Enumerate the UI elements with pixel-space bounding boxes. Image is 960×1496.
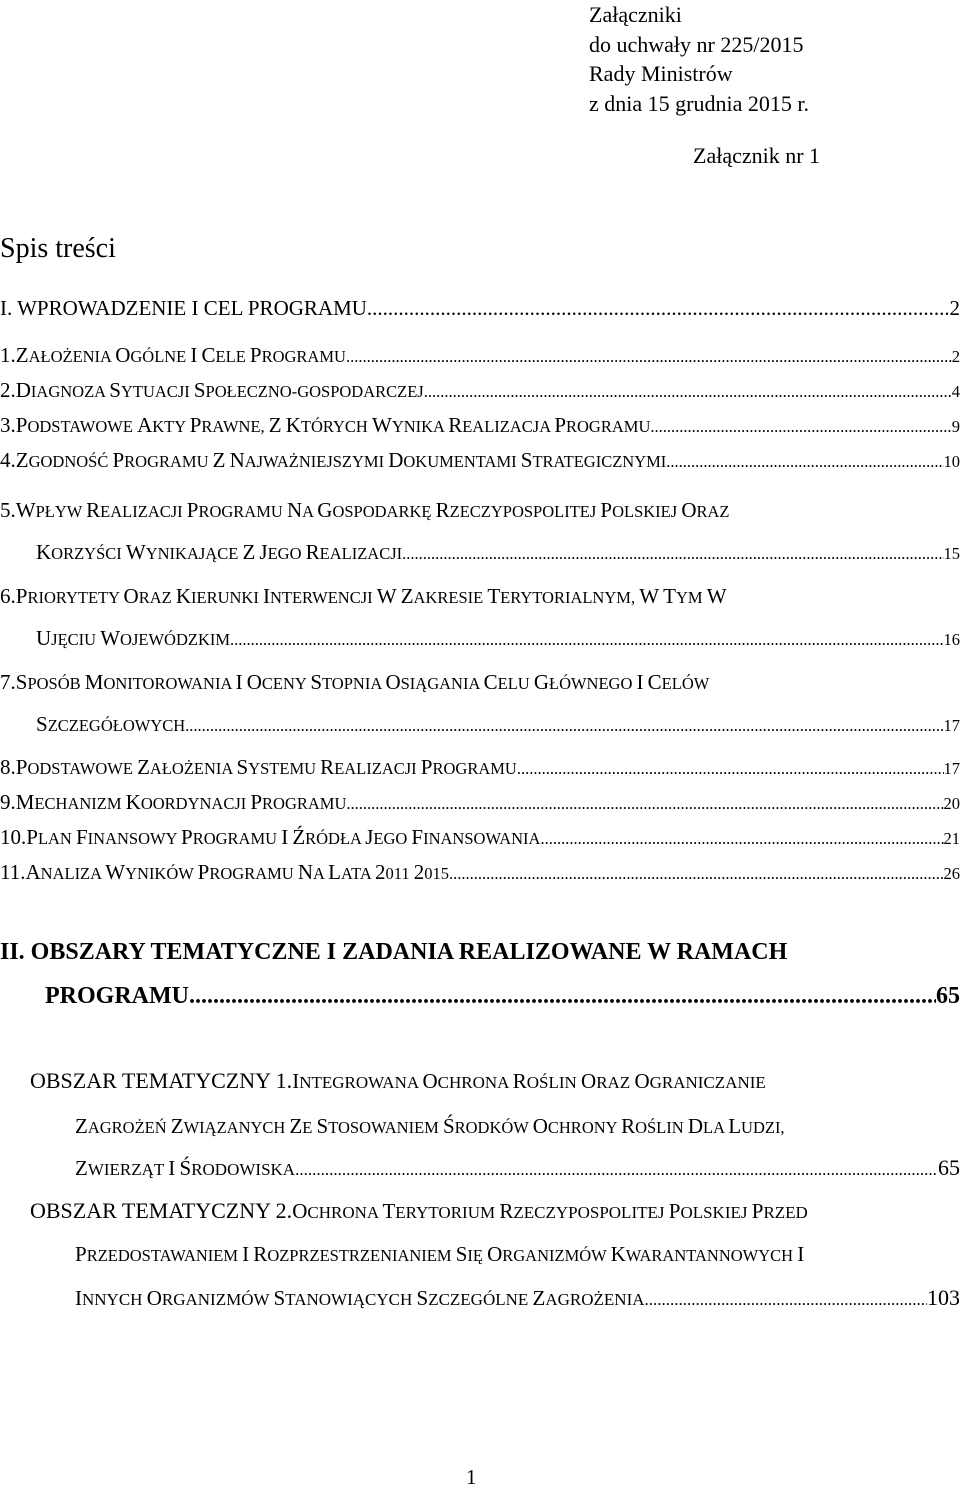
toc-entry-text: I. WPROWADZENIE I CEL PROGRAMU xyxy=(0,296,367,320)
document-header xyxy=(589,0,809,118)
toc-entry-text: SPOSÓB MONITOROWANIA I OCENY STOPNIA OSIĄGANIA CELU GŁÓWNEGO I CELÓW xyxy=(15,670,710,694)
toc-entry-text: PODSTAWOWE AKTY PRAWNE, Z KTÓRYCH WYNIKA REALIZACJA PROGRAMU xyxy=(15,413,651,437)
toc-entry-text: PROGRAMU xyxy=(45,983,189,1009)
toc-entry-item-11[interactable] xyxy=(0,856,960,888)
toc-entry-item-9[interactable] xyxy=(0,786,960,818)
toc-entry-page: 21 xyxy=(943,829,960,848)
toc-entry-number: 6. xyxy=(0,584,16,608)
toc-leader-dots xyxy=(189,980,936,1012)
toc-entry-lead: OBSZAR TEMATYCZNY 1. xyxy=(30,1068,293,1093)
toc-leader-dots xyxy=(230,624,943,656)
toc-entry-text: WPŁYW REALIZACJI PROGRAMU NA GOSPODARKĘ RZECZYPOSPOLITEJ POLSKIEJ ORAZ xyxy=(15,498,730,522)
toc-leader-dots xyxy=(367,292,950,324)
toc-leader-dots xyxy=(449,858,944,890)
toc-leader-dots xyxy=(402,538,943,570)
toc-entry-item-7[interactable] xyxy=(0,666,960,698)
toc-entry-number: 1. xyxy=(0,343,16,367)
toc-entry-text: II. OBSZARY TEMATYCZNE I ZADANIA REALIZOWANE W RAMACH xyxy=(0,939,788,965)
toc-leader-dots xyxy=(666,446,943,478)
toc-entry-number: 10. xyxy=(0,825,27,849)
toc-leader-dots xyxy=(185,710,943,742)
toc-entry-text: UJĘCIU WOJEWÓDZKIM xyxy=(36,626,231,650)
toc-entry-number: 8. xyxy=(0,755,16,779)
toc-entry-number: 2. xyxy=(0,378,16,402)
toc-entry-item-8[interactable] xyxy=(0,751,960,783)
toc-entry-page: 2 xyxy=(951,347,960,366)
toc-entry-item-3[interactable] xyxy=(0,409,960,441)
toc-entry-text: ZAŁOŻENIA OGÓLNE I CELE PROGRAMU xyxy=(15,343,346,367)
toc-entry-page: 65 xyxy=(936,983,960,1009)
toc-entry-number: 9. xyxy=(0,790,16,814)
toc-entry-number: 5. xyxy=(0,498,16,522)
toc-entry-text: DIAGNOZA SYTUACJI SPOŁECZNO-GOSPODARCZEJ xyxy=(15,378,424,402)
toc-leader-dots xyxy=(650,411,951,443)
toc-entry-obszar2-line1[interactable] xyxy=(30,1195,960,1227)
toc-leader-dots xyxy=(346,788,943,820)
toc-entry-page: 103 xyxy=(927,1285,960,1310)
toc-entry-item-4[interactable] xyxy=(0,444,960,476)
toc-entry-page: 20 xyxy=(943,794,960,813)
toc-leader-dots xyxy=(540,823,943,855)
toc-entry-text: ZGODNOŚĆ PROGRAMU Z NAJWAŻNIEJSZYMI DOKUMENTAMI STRATEGICZNYMI xyxy=(15,448,667,472)
toc-entry-obszar1-line2: ZAGROŻEŃ ZWIĄZANYCH ZE STOSOWANIEM ŚRODKÓW OCHRONY ROŚLIN DLA LUDZI, xyxy=(75,1114,785,1138)
toc-entry-page: 17 xyxy=(943,759,960,778)
header-line-resolution: do uchwały nr 225/2015 xyxy=(589,31,804,57)
toc-entry-text: INNYCH ORGANIZMÓW STANOWIĄCYCH SZCZEGÓLNE ZAGROŻENIA xyxy=(75,1286,645,1310)
toc-entry-item-1[interactable] xyxy=(0,339,960,371)
toc-entry-page: 2 xyxy=(949,296,960,320)
header-line-date: z dnia 15 grudnia 2015 r. xyxy=(589,90,809,116)
toc-entry-part2-line1[interactable] xyxy=(0,936,960,968)
toc-entry-page: 15 xyxy=(943,544,960,563)
header-line-council: Rady Ministrów xyxy=(589,61,733,86)
toc-entry-page: 4 xyxy=(951,382,960,401)
annex-number: Załącznik nr 1 xyxy=(693,143,821,168)
toc-entry-number: 11. xyxy=(0,860,26,884)
toc-entry-number: 3. xyxy=(0,413,16,437)
toc-leader-dots xyxy=(295,1154,938,1186)
toc-entry-obszar1-line3[interactable] xyxy=(75,1152,960,1184)
toc-entry-item-2[interactable] xyxy=(0,374,960,406)
toc-entry-page: 65 xyxy=(938,1155,960,1180)
header-line-attachments: Załączniki xyxy=(589,2,682,27)
toc-entry-item-10[interactable] xyxy=(0,821,960,853)
toc-entry-text: INTEGROWANA OCHRONA ROŚLIN ORAZ OGRANICZANIE xyxy=(292,1069,766,1093)
toc-entry-text: PLAN FINANSOWY PROGRAMU I ŹRÓDŁA JEGO FINANSOWANIA xyxy=(26,825,541,849)
toc-entry-page: 9 xyxy=(951,417,960,436)
toc-entry-item-5[interactable] xyxy=(0,494,960,526)
toc-title: Spis treści xyxy=(0,233,116,264)
toc-entry-page: 16 xyxy=(943,630,960,649)
toc-entry-text: PRIORYTETY ORAZ KIERUNKI INTERWENCJI W ZAKRESIE TERYTORIALNYM, W TYM W xyxy=(15,584,727,608)
toc-entry-number: 7. xyxy=(0,670,16,694)
toc-entry-part2-line2[interactable] xyxy=(45,980,960,1012)
toc-entry-text: OCHRONA TERYTORIUM RZECZYPOSPOLITEJ POLSKIEJ PRZED xyxy=(292,1199,808,1223)
toc-entry-item-5-continuation[interactable] xyxy=(36,536,960,568)
toc-entry-item-6[interactable] xyxy=(0,580,960,612)
toc-leader-dots xyxy=(424,376,952,408)
toc-entry-part1[interactable] xyxy=(0,292,960,324)
toc-entry-number: 4. xyxy=(0,448,16,472)
toc-leader-dots xyxy=(645,1284,927,1316)
toc-leader-dots xyxy=(346,341,952,373)
toc-entry-text: PODSTAWOWE ZAŁOŻENIA SYSTEMU REALIZACJI PROGRAMU xyxy=(15,755,517,779)
toc-leader-dots xyxy=(517,753,944,785)
toc-entry-text: SZCZEGÓŁOWYCH xyxy=(36,712,186,736)
toc-entry-page: 17 xyxy=(943,716,960,735)
toc-entry-item-6-continuation[interactable] xyxy=(36,622,960,654)
page-number: 1 xyxy=(466,1465,477,1489)
toc-entry-obszar2-line3[interactable] xyxy=(75,1282,960,1314)
toc-entry-obszar1-line1[interactable] xyxy=(30,1065,960,1097)
toc-entry-text: ANALIZA WYNIKÓW PROGRAMU NA LATA 2011 2015 xyxy=(25,860,449,884)
toc-entry-page: 10 xyxy=(943,452,960,471)
toc-entry-text: KORZYŚCI WYNIKAJĄCE Z JEGO REALIZACJI xyxy=(36,540,403,564)
toc-entry-text: MECHANIZM KOORDYNACJI PROGRAMU xyxy=(15,790,347,814)
toc-entry-item-7-continuation[interactable] xyxy=(36,708,960,740)
toc-entry-page: 26 xyxy=(943,864,960,883)
toc-entry-text: ZWIERZĄT I ŚRODOWISKA xyxy=(75,1156,296,1180)
toc-entry-obszar2-line2: PRZEDOSTAWANIEM I ROZPRZESTRZENIANIEM SIĘ ORGANIZMÓW KWARANTANNOWYCH I xyxy=(75,1242,805,1266)
toc-entry-lead: OBSZAR TEMATYCZNY 2. xyxy=(30,1198,293,1223)
